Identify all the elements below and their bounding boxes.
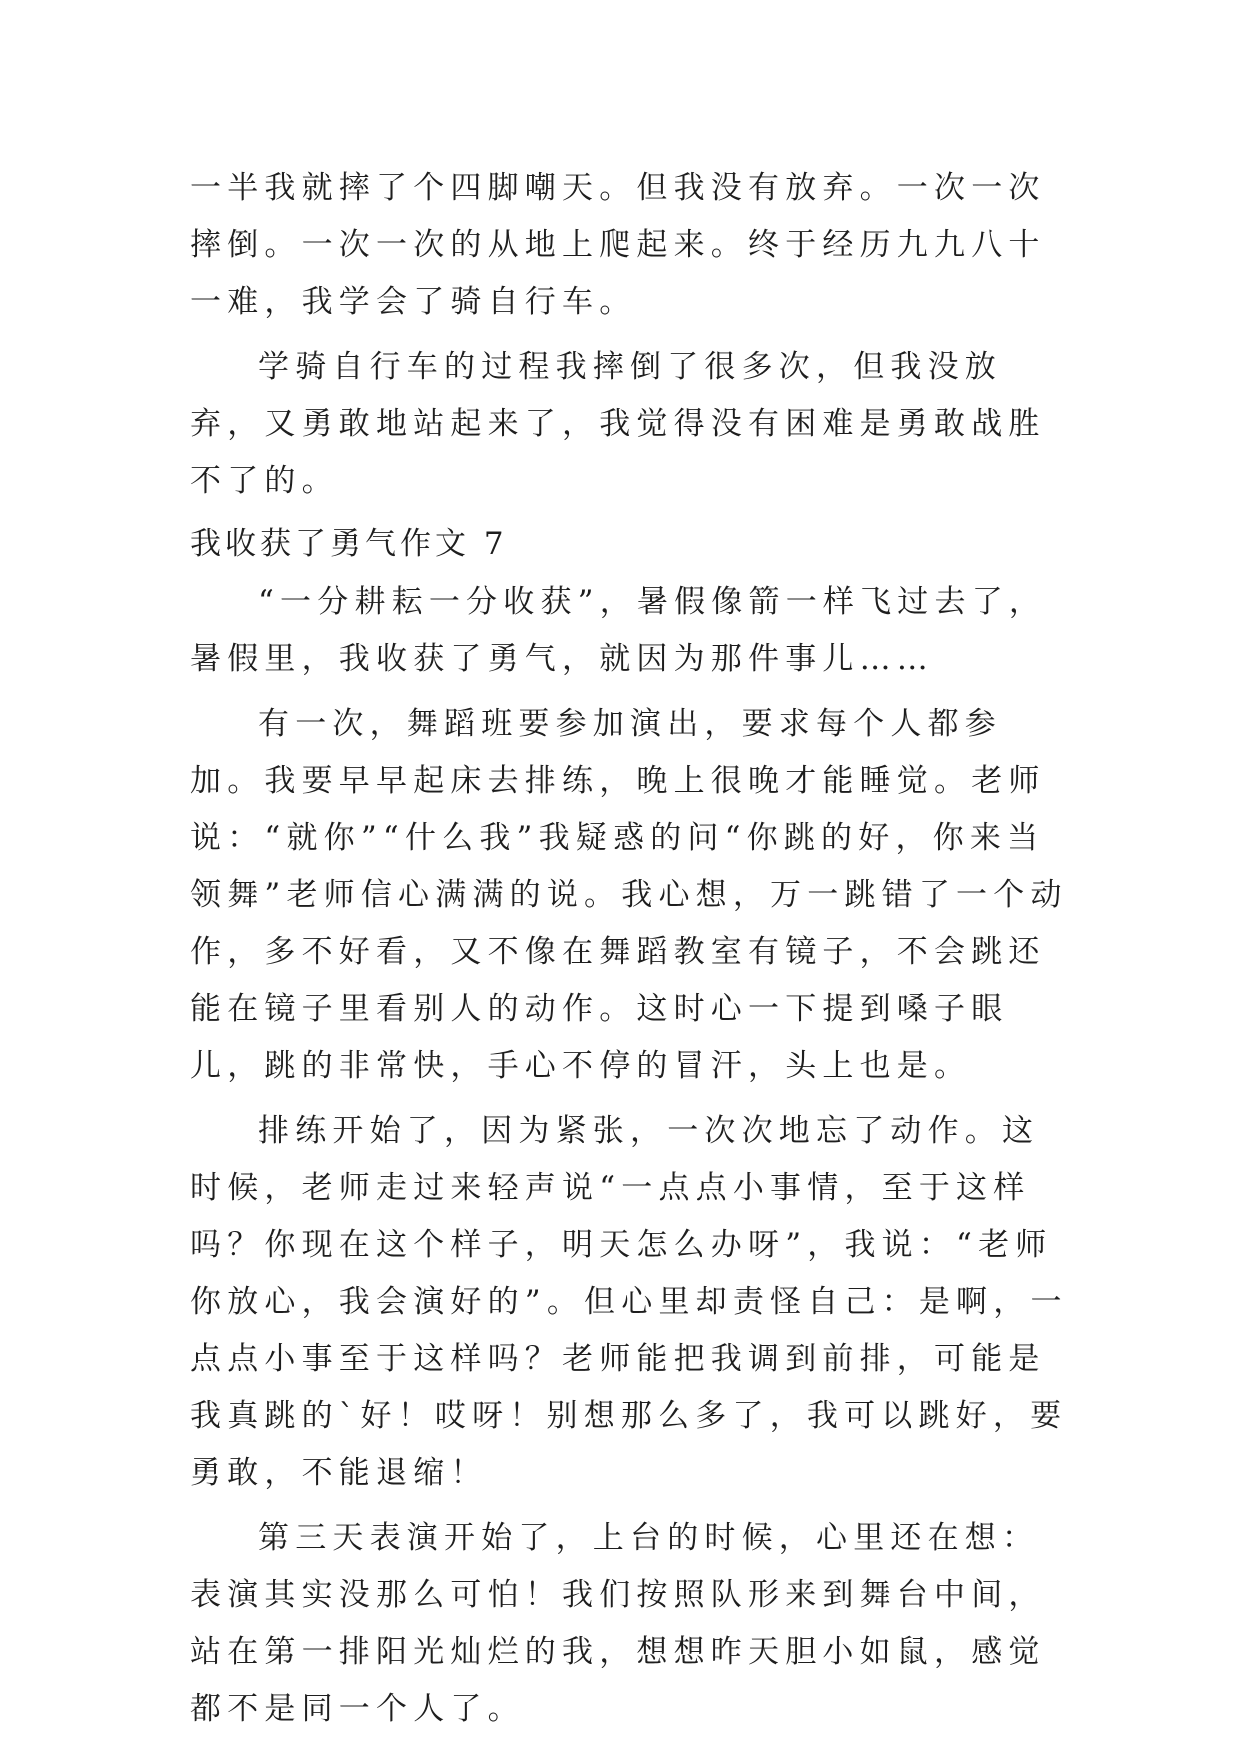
paragraph-4: 有一次，舞蹈班要参加演出，要求每个人都参加。我要早早起床去排练，晚上很晚才能睡觉。老师说：“就你”“什么我”我疑惑的问“你跳的好，你来当领舞”老师信心满满的说。我心想，万一跳错了一个动作，多不好看，又不像在舞蹈教室有镜子，不会跳还能在镜子里看别人的动作。这时心一下提到嗓子眼儿，跳的非常快，手心不停的冒汗，头上也是。 [190, 706, 1068, 1084]
essay-heading: 我收获了勇气作文 7 [190, 526, 508, 562]
paragraph-2: 学骑自行车的过程我摔倒了很多次，但我没放弃，又勇敢地站起来了，我觉得没有困难是勇敢战胜不了的。 [190, 349, 1046, 499]
paragraph-1: 一半我就摔了个四脚嘲天。但我没有放弃。一次一次摔倒。一次一次的从地上爬起来。终于经历九九八十一难，我学会了骑自行车。 [190, 170, 1046, 320]
paragraph-5: 排练开始了，因为紧张，一次次地忘了动作。这时候，老师走过来轻声说“一点点小事情，至于这样吗？你现在这个样子，明天怎么办呀”，我说：“老师你放心，我会演好的”。但心里却责怪自己：是啊，一点点小事至于这样吗？老师能把我调到前排，可能是我真跳的`好！哎呀！别想那么多了，我可以跳好，要勇敢，不能退缩！ [190, 1113, 1068, 1491]
paragraph-3: “一分耕耘一分收获”，暑假像箭一样飞过去了，暑假里，我收获了勇气，就因为那件事儿…… [190, 584, 1047, 677]
document-body [190, 160, 1070, 1746]
paragraph-6: 第三天表演开始了，上台的时候，心里还在想：表演其实没那么可怕！我们按照队形来到舞台中间，站在第一排阳光灿烂的我，想想昨天胆小如鼠，感觉都不是同一个人了。 [190, 1520, 1046, 1727]
